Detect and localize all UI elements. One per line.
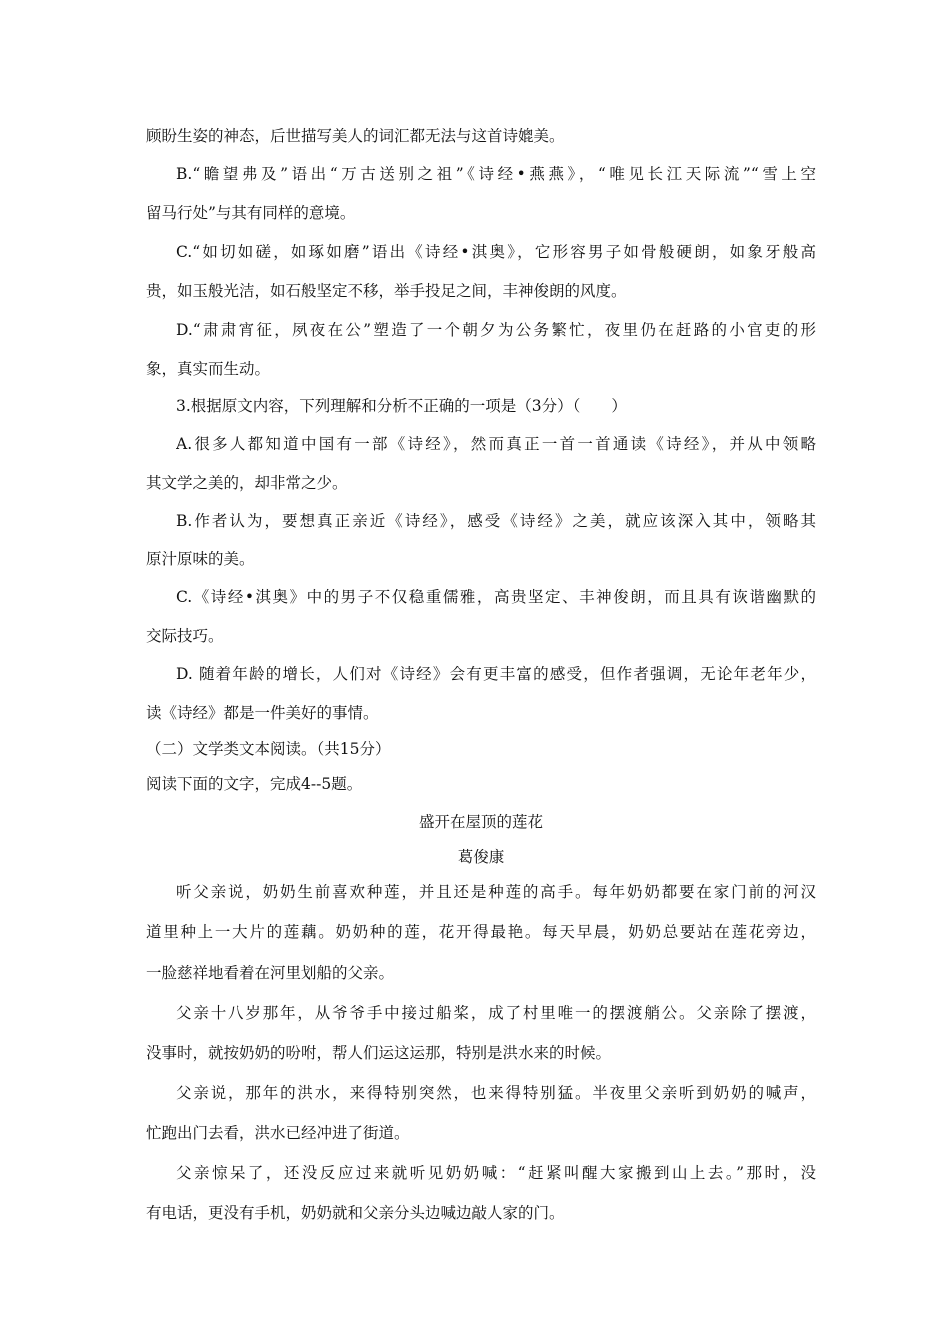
body-line: 有电话，更没有手机，奶奶就和父亲分头边喊边敲人家的门。	[146, 1204, 565, 1222]
paragraph-line: 贵，如玉般光洁，如石般坚定不移，举手投足之间，丰神俊朗的风度。	[146, 282, 627, 300]
body-line: 道里种上一大片的莲藕。奶奶种的莲，花开得最艳。每天早晨，奶奶总要站在莲花旁边，	[146, 923, 816, 941]
option-c-line: C.《诗经•淇奥》中的男子不仅稳重儒雅，高贵坚定、丰神俊朗，而且具有诙谐幽默的	[176, 588, 816, 606]
section-heading: （二）文学类文本阅读。（共15分）	[146, 740, 391, 758]
paragraph-line: 顾盼生姿的神态，后世描写美人的词汇都无法与这首诗媲美。	[146, 127, 565, 145]
paragraph-line: 交际技巧。	[146, 627, 224, 645]
paragraph-line: 读《诗经》都是一件美好的事情。	[146, 704, 379, 722]
body-line: 父亲惊呆了，还没反应过来就听见奶奶喊：“赶紧叫醒大家搬到山上去。”那时，没	[176, 1164, 816, 1182]
article-title: 盛开在屋顶的莲花	[418, 813, 543, 831]
body-line: 父亲说，那年的洪水，来得特别突然，也来得特别猛。半夜里父亲听到奶奶的喊声，	[176, 1084, 816, 1102]
question-3: 3.根据原文内容，下列理解和分析不正确的一项是（3分）（ ）	[176, 397, 627, 415]
option-b-line: B.作者认为，要想真正亲近《诗经》，感受《诗经》之美，就应该深入其中，领略其	[176, 512, 816, 530]
paragraph-line: 象，真实而生动。	[146, 360, 271, 378]
paragraph-line: 原汁原味的美。	[146, 550, 255, 568]
body-line: 听父亲说，奶奶生前喜欢种莲，并且还是种莲的高手。每年奶奶都要在家门前的河汉	[176, 883, 816, 901]
body-line: 没事时，就按奶奶的吩咐，帮人们运这运那，特别是洪水来的时候。	[146, 1044, 612, 1062]
option-a-line: A.很多人都知道中国有一部《诗经》，然而真正一首一首通读《诗经》，并从中领略	[176, 435, 816, 453]
instruction-line: 阅读下面的文字，完成4--5题。	[146, 775, 363, 793]
paragraph-line: 留马行处”与其有同样的意境。	[146, 204, 356, 222]
option-d-line: D.“肃肃宵征，夙夜在公”塑造了一个朝夕为公务繁忙，夜里仍在赶路的小官吏的形	[176, 321, 816, 339]
body-line: 忙跑出门去看，洪水已经冲进了街道。	[146, 1124, 410, 1142]
option-c-line: C.“如切如磋，如琢如磨”语出《诗经•淇奥》，它形容男子如骨般硬朗，如象牙般高	[176, 243, 816, 261]
body-line: 一脸慈祥地看着在河里划船的父亲。	[146, 964, 395, 982]
paragraph-line: 其文学之美的，却非常之少。	[146, 474, 348, 492]
option-d-line: D. 随着年龄的增长，人们对《诗经》会有更丰富的感受，但作者强调，无论年老年少，	[176, 665, 816, 683]
body-line: 父亲十八岁那年，从爷爷手中接过船桨，成了村里唯一的摆渡艄公。父亲除了摆渡，	[176, 1004, 816, 1022]
option-b-line: B.“瞻望弗及”语出“万古送别之祖”《诗经•燕燕》，“唯见长江天际流”“雪上空	[176, 165, 816, 183]
article-author: 葛俊康	[457, 848, 505, 866]
